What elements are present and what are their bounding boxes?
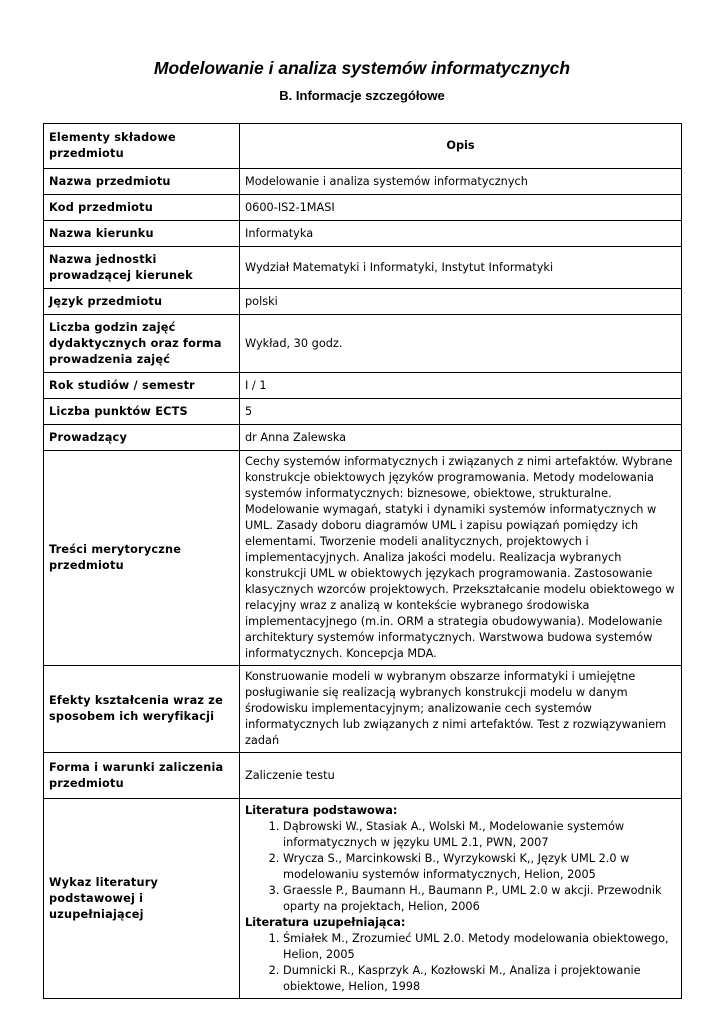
table-row bbox=[44, 289, 682, 315]
document-title: Modelowanie i analiza systemów informatycznych bbox=[153, 58, 571, 78]
row-value: polski bbox=[240, 289, 682, 315]
literature-list bbox=[240, 799, 682, 999]
row-value: Wydział Matematyki i Informatyki, Instytut Informatyki bbox=[240, 247, 682, 289]
table-row bbox=[44, 425, 682, 451]
row-label: Treści merytoryczne przedmiotu bbox=[44, 451, 240, 666]
table-row bbox=[44, 373, 682, 399]
basic-literature-heading: Literatura podstawowa: bbox=[245, 804, 398, 817]
row-label: Język przedmiotu bbox=[44, 289, 240, 315]
row-label: Kod przedmiotu bbox=[44, 195, 240, 221]
row-label: Nazwa jednostki prowadzącej kierunek bbox=[44, 247, 240, 289]
list-item: 1. Śmiałek M., Zrozumieć UML 2.0. Metody modelowania obiektowego, Helion, 2005 bbox=[283, 931, 676, 963]
row-value: 5 bbox=[240, 399, 682, 425]
row-value: Wykład, 30 godz. bbox=[240, 315, 682, 373]
table-row bbox=[44, 315, 682, 373]
extra-literature-heading: Literatura uzupełniająca: bbox=[245, 916, 406, 929]
header-description-column: Opis bbox=[240, 124, 682, 169]
row-label: Nazwa kierunku bbox=[44, 221, 240, 247]
table-row bbox=[44, 221, 682, 247]
list-item: 3. Graessle P., Baumann H., Baumann P., UML 2.0 w akcji. Przewodnik oparty na projektach, Helion, 2006 bbox=[283, 883, 676, 915]
list-item: 2. Dumnicki R., Kasprzyk A., Kozłowski M., Analiza i projektowanie obiektowe, Helion, 1998 bbox=[283, 963, 676, 995]
row-label: Efekty kształcenia wraz ze sposobem ich weryfikacji bbox=[44, 666, 240, 753]
row-label: Nazwa przedmiotu bbox=[44, 169, 240, 195]
row-value: Zaliczenie testu bbox=[240, 753, 682, 799]
table-row bbox=[44, 666, 682, 753]
table-row bbox=[44, 399, 682, 425]
row-value: I / 1 bbox=[240, 373, 682, 399]
table-row bbox=[44, 451, 682, 666]
course-details-table bbox=[43, 123, 682, 999]
row-value: Informatyka bbox=[240, 221, 682, 247]
list-item: 2. Wrycza S., Marcinkowski B., Wyrzykowski K,, Język UML 2.0 w modelowaniu systemów informatycznych, Helion, 2005 bbox=[283, 851, 676, 883]
table-row bbox=[44, 753, 682, 799]
row-value: Konstruowanie modeli w wybranym obszarze informatyki i umiejętne posługiwanie się realizacją wybranych konstrukcji modelu w danym środowisku implementacyjnym; analizowanie cech systemów informatycznych lub związanych z nimi artefaktów. Test z rozwiązywaniem zadań bbox=[240, 666, 682, 753]
table-row bbox=[44, 169, 682, 195]
row-label: Liczba punktów ECTS bbox=[44, 399, 240, 425]
row-label: Liczba godzin zajęć dydaktycznych oraz forma prowadzenia zajęć bbox=[44, 315, 240, 373]
list-item: 1. Dąbrowski W., Stasiak A., Wolski M., Modelowanie systemów informatycznych w języku UML 2.1, PWN, 2007 bbox=[283, 819, 676, 851]
row-value: Cechy systemów informatycznych i związanych z nimi artefaktów. Wybrane konstrukcje obiektowych języków programowania. Metody modelowania systemów informatycznych: biznesowe, obiektowe, strukturalne. Modelowanie wymagań, statyki i dynamiki systemów informatycznych w UML. Zasady doboru diagramów UML i zapisu powiązań pomiędzy ich elementami. Tworzenie modeli analitycznych, projektowych i implementacyjnych. Analiza jakości modelu. Realizacja wybranych konstrukcji UML w obiektowych językach programowania. Zastosowanie klasycznych wzorców projektowych. Przekształcanie modelu obiektowego w relacyjny wraz z analizą w kontekście wybranego środowiska implementacyjnego (m.in. ORM a strategia obudowywania). Modelowanie architektury systemów informatycznych. Warstwowa budowa systemów informatycznych. Koncepcja MDA. bbox=[240, 451, 682, 666]
row-label: Rok studiów / semestr bbox=[44, 373, 240, 399]
row-label: Wykaz literatury podstawowej i uzupełniającej bbox=[44, 799, 240, 999]
row-label: Prowadzący bbox=[44, 425, 240, 451]
extra-literature-list bbox=[245, 931, 676, 995]
header-label-column: Elementy składowe przedmiotu bbox=[44, 124, 240, 169]
table-row bbox=[44, 195, 682, 221]
row-value: Modelowanie i analiza systemów informatycznych bbox=[240, 169, 682, 195]
table-header-row bbox=[44, 124, 682, 169]
row-label: Forma i warunki zaliczenia przedmiotu bbox=[44, 753, 240, 799]
row-value: dr Anna Zalewska bbox=[240, 425, 682, 451]
literature-row bbox=[44, 799, 682, 999]
row-value: 0600-IS2-1MASI bbox=[240, 195, 682, 221]
table-row bbox=[44, 247, 682, 289]
basic-literature-list bbox=[245, 819, 676, 915]
document-subtitle: B. Informacje szczegółowe bbox=[279, 88, 445, 103]
